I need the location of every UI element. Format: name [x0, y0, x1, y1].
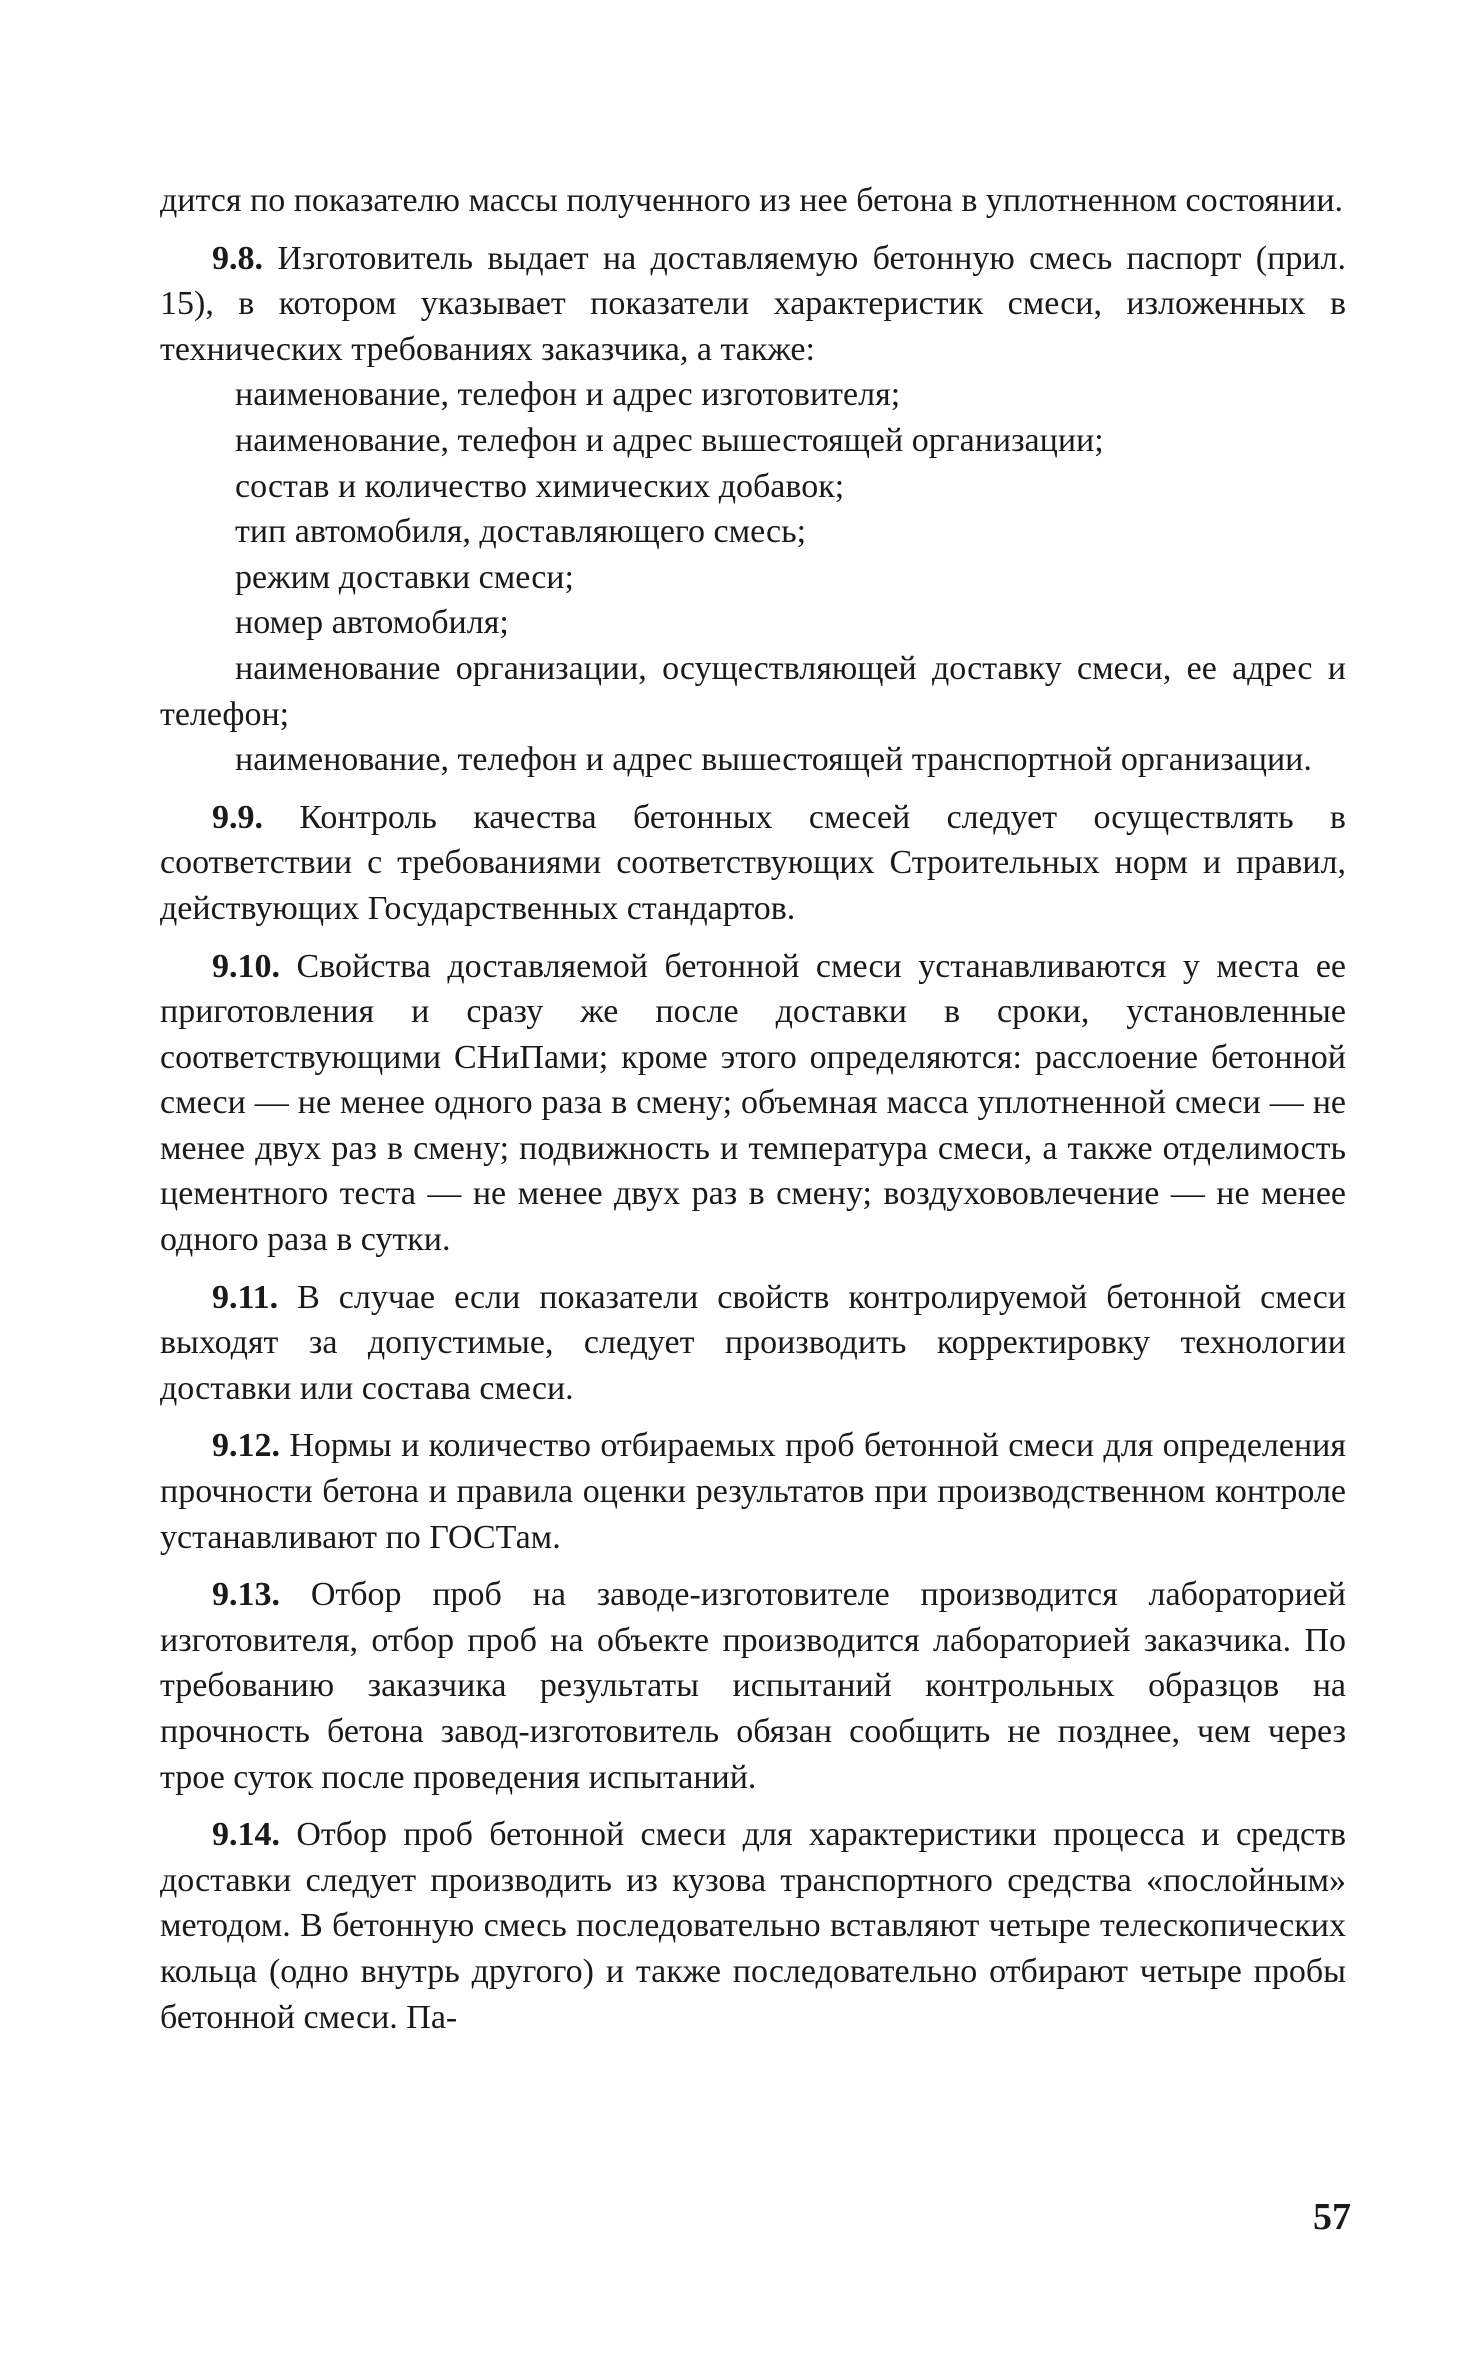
paragraph-9-13: [160, 1572, 1346, 1800]
section-text: Изготовитель выдает на доставляемую бетонную смесь паспорт (прил. 15), в котором указывает показатели характеристик смеси, изложенных в технических требованиях заказчика, а также:: [160, 239, 1346, 368]
continuation-paragraph: дится по показателю массы полученного из нее бетона в уплотненном состоянии.: [160, 182, 1344, 219]
paragraph-9-10: [160, 944, 1346, 1263]
section-number: 9.13.: [212, 1576, 280, 1614]
section-text: Отбор проб бетонной смеси для характеристики процесса и средств доставки следует производить из кузова транспортного средства «послойным» методом. В бетонную смесь последовательно вставляют четыре телескопических кольца (одно внутрь другого) и также последовательно отбирают четыре пробы бетонной смеси. Па-: [160, 1816, 1346, 2036]
page-number: 57: [1313, 2196, 1351, 2238]
list-item: состав и количество химических добавок;: [235, 467, 845, 505]
section-9-10: [160, 944, 1346, 1263]
section-text: Нормы и количество отбираемых проб бетонной смеси для определения прочности бетона и правила оценки результатов при производственном контроле устанавливают по ГОСТам.: [160, 1427, 1346, 1556]
section-number: 9.12.: [212, 1427, 280, 1465]
section-9-12: [160, 1423, 1346, 1560]
section-text: Контроль качества бетонных смесей следует осуществлять в соответствии с требованиями соответствующих Строительных норм и правил, действующих Государственных стандартов.: [160, 798, 1346, 927]
section-text: В случае если показатели свойств контролируемой бетонной смеси выходят за допустимые, следует производить корректировку технологии доставки или состава смеси.: [160, 1278, 1346, 1407]
paragraph-9-9: [160, 795, 1346, 932]
section-9-8: [160, 236, 1346, 783]
section-text: Отбор проб на заводе-изготовителе производится лабораторией изготовителя, отбор проб на объекте производится лабораторией заказчика. По требованию заказчика результаты испытаний контрольных образцов на прочность бетона завод-изготовитель обязан сообщить не позднее, чем через трое суток после проведения испытаний.: [160, 1576, 1346, 1796]
paragraph-9-8: [160, 236, 1346, 373]
list-item: наименование организации, осуществляющей доставку смеси, ее адрес и телефон;: [160, 649, 1346, 733]
list-item: наименование, телефон и адрес вышестоящей организации;: [235, 421, 1104, 459]
section-number: 9.11.: [212, 1278, 279, 1316]
section-number: 9.10.: [212, 947, 280, 985]
section-9-11: [160, 1275, 1346, 1412]
section-9-14: [160, 1812, 1346, 2040]
document-body: [160, 178, 1346, 2040]
section-number: 9.9.: [212, 798, 263, 836]
section-9-9: [160, 795, 1346, 932]
list-item: наименование, телефон и адрес изготовителя;: [235, 376, 901, 414]
list-item: режим доставки смеси;: [235, 558, 574, 596]
section-text: Свойства доставляемой бетонной смеси устанавливаются у места ее приготовления и сразу же после доставки в сроки, установленные соответствующими СНиПами; кроме этого определяются: расслоение бетонной смеси — не менее одного раза в смену; объемная масса уплотненной смеси — не менее двух раз в смену; подвижность и температура смеси, а также отделимость цементного теста — не менее двух раз в смену; воздухововлечение — не менее одного раза в сутки.: [160, 947, 1346, 1259]
paragraph-9-14: [160, 1812, 1346, 2040]
list-item: тип автомобиля, доставляющего смесь;: [235, 513, 807, 551]
paragraph-9-11: [160, 1275, 1346, 1412]
paragraph-9-12: [160, 1423, 1346, 1560]
list-item: номер автомобиля;: [235, 604, 509, 642]
section-number: 9.8.: [212, 239, 263, 277]
section-9-13: [160, 1572, 1346, 1800]
section-number: 9.14.: [212, 1816, 280, 1854]
list-item: наименование, телефон и адрес вышестоящей транспортной организации.: [235, 741, 1312, 779]
